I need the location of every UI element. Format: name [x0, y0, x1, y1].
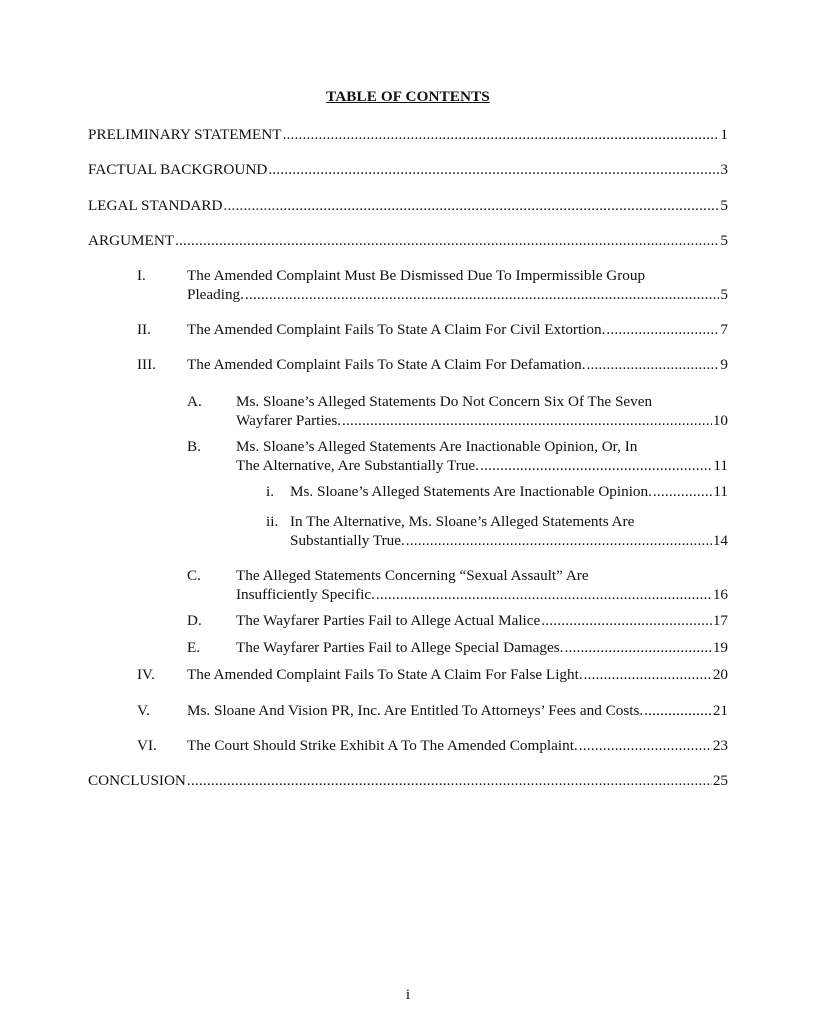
entry-number: ii.	[266, 513, 279, 530]
toc-entry-six-of-seven[interactable]	[236, 392, 728, 430]
entry-label: Ms. Sloane And Vision PR, Inc. Are Entitled To Attorneys’ Fees and Costs.	[187, 702, 644, 719]
toc-entry-inactionable-opinion-or-true[interactable]	[236, 437, 728, 475]
leader-dots	[653, 482, 712, 501]
entry-label: Wayfarer Parties.	[236, 412, 342, 429]
toc-entry-argument[interactable]	[88, 231, 728, 250]
entry-number: B.	[187, 438, 201, 455]
leader-dots	[480, 456, 712, 475]
entry-page: 17	[712, 612, 728, 629]
entry-page: 10	[712, 412, 728, 429]
entry-page: 23	[712, 737, 728, 754]
entry-label-line1: In The Alternative, Ms. Sloane’s Alleged Statements Are	[290, 513, 635, 530]
entry-number: III.	[137, 356, 156, 373]
leader-dots	[175, 231, 719, 250]
toc-entry-attorneys-fees[interactable]	[187, 701, 728, 720]
entry-page: 14	[712, 532, 728, 549]
entry-page: 11	[713, 483, 728, 500]
entry-page: 7	[720, 321, 728, 338]
entry-number: A.	[187, 393, 202, 410]
entry-label: Insufficiently Specific.	[236, 586, 375, 603]
entry-page: 25	[712, 772, 728, 789]
leader-dots	[579, 736, 712, 755]
entry-number: V.	[137, 702, 150, 719]
entry-page: 21	[712, 702, 728, 719]
leader-dots	[283, 125, 720, 144]
entry-label: CONCLUSION	[88, 772, 186, 789]
leader-dots	[606, 320, 719, 339]
entry-label: The Amended Complaint Fails To State A Claim For Civil Extortion.	[187, 321, 606, 338]
entry-page: 19	[712, 639, 728, 656]
entry-number: IV.	[137, 666, 155, 683]
toc-title: TABLE OF CONTENTS	[326, 88, 490, 105]
toc-entry-group-pleading[interactable]	[187, 266, 728, 304]
entry-label: PRELIMINARY STATEMENT	[88, 126, 282, 143]
entry-label: Pleading.	[187, 286, 244, 303]
entry-number: I.	[137, 267, 146, 284]
entry-page: 20	[712, 666, 728, 683]
leader-dots	[268, 160, 719, 179]
leader-dots	[342, 411, 712, 430]
page-number: i	[405, 986, 411, 1003]
toc-entry-civil-extortion[interactable]	[187, 320, 728, 339]
entry-label: The Amended Complaint Fails To State A Claim For False Light.	[187, 666, 583, 683]
entry-label-line1: Ms. Sloane’s Alleged Statements Do Not Concern Six Of The Seven	[236, 393, 653, 410]
entry-page: 11	[713, 457, 728, 474]
entry-number: II.	[137, 321, 151, 338]
entry-page: 5	[720, 286, 728, 303]
entry-number: VI.	[137, 737, 157, 754]
entry-label: FACTUAL BACKGROUND	[88, 161, 268, 178]
toc-entry-substantially-true[interactable]	[290, 512, 728, 550]
entry-page: 1	[720, 126, 728, 143]
toc-entry-inactionable-opinion[interactable]	[290, 482, 728, 501]
entry-number: E.	[187, 639, 201, 656]
leader-dots	[644, 701, 712, 720]
entry-page: 3	[720, 161, 728, 178]
toc-entry-insufficiently-specific[interactable]	[236, 566, 728, 604]
toc-entry-legal-standard[interactable]	[88, 196, 728, 215]
leader-dots	[584, 665, 712, 684]
entry-label: Substantially True.	[290, 532, 405, 549]
leader-dots	[587, 355, 720, 374]
leader-dots	[187, 771, 712, 790]
entry-label-line1: Ms. Sloane’s Alleged Statements Are Inactionable Opinion, Or, In	[236, 438, 638, 455]
entry-label-line1: The Alleged Statements Concerning “Sexual Assault” Are	[236, 567, 589, 584]
toc-entry-conclusion[interactable]	[88, 771, 728, 790]
entry-label: Ms. Sloane’s Alleged Statements Are Inactionable Opinion.	[290, 483, 652, 500]
toc-entry-false-light[interactable]	[187, 665, 728, 684]
toc-entry-actual-malice[interactable]	[236, 611, 728, 630]
entry-label: The Wayfarer Parties Fail to Allege Actual Malice	[236, 612, 541, 629]
entry-page: 16	[712, 586, 728, 603]
leader-dots	[245, 285, 719, 304]
entry-label: The Amended Complaint Fails To State A Claim For Defamation.	[187, 356, 586, 373]
leader-dots	[223, 196, 719, 215]
toc-entry-special-damages[interactable]	[236, 638, 728, 657]
entry-label: The Alternative, Are Substantially True.	[236, 457, 479, 474]
leader-dots	[541, 611, 712, 630]
entry-label-line1: The Amended Complaint Must Be Dismissed Due To Impermissible Group	[187, 267, 646, 284]
entry-number: i.	[266, 483, 275, 500]
toc-entry-defamation[interactable]	[187, 355, 728, 374]
entry-page: 9	[720, 356, 728, 373]
leader-dots	[406, 531, 712, 550]
entry-label: LEGAL STANDARD	[88, 197, 223, 214]
entry-page: 5	[720, 197, 728, 214]
entry-number: C.	[187, 567, 201, 584]
toc-entry-factual-background[interactable]	[88, 160, 728, 179]
entry-label: ARGUMENT	[88, 232, 175, 249]
entry-page: 5	[720, 232, 728, 249]
entry-label: The Court Should Strike Exhibit A To The Amended Complaint.	[187, 737, 578, 754]
entry-number: D.	[187, 612, 202, 629]
leader-dots	[376, 585, 712, 604]
entry-label: The Wayfarer Parties Fail to Allege Special Damages.	[236, 639, 564, 656]
toc-entry-preliminary-statement[interactable]	[88, 125, 728, 144]
toc-entry-strike-exhibit-a[interactable]	[187, 736, 728, 755]
leader-dots	[564, 638, 711, 657]
